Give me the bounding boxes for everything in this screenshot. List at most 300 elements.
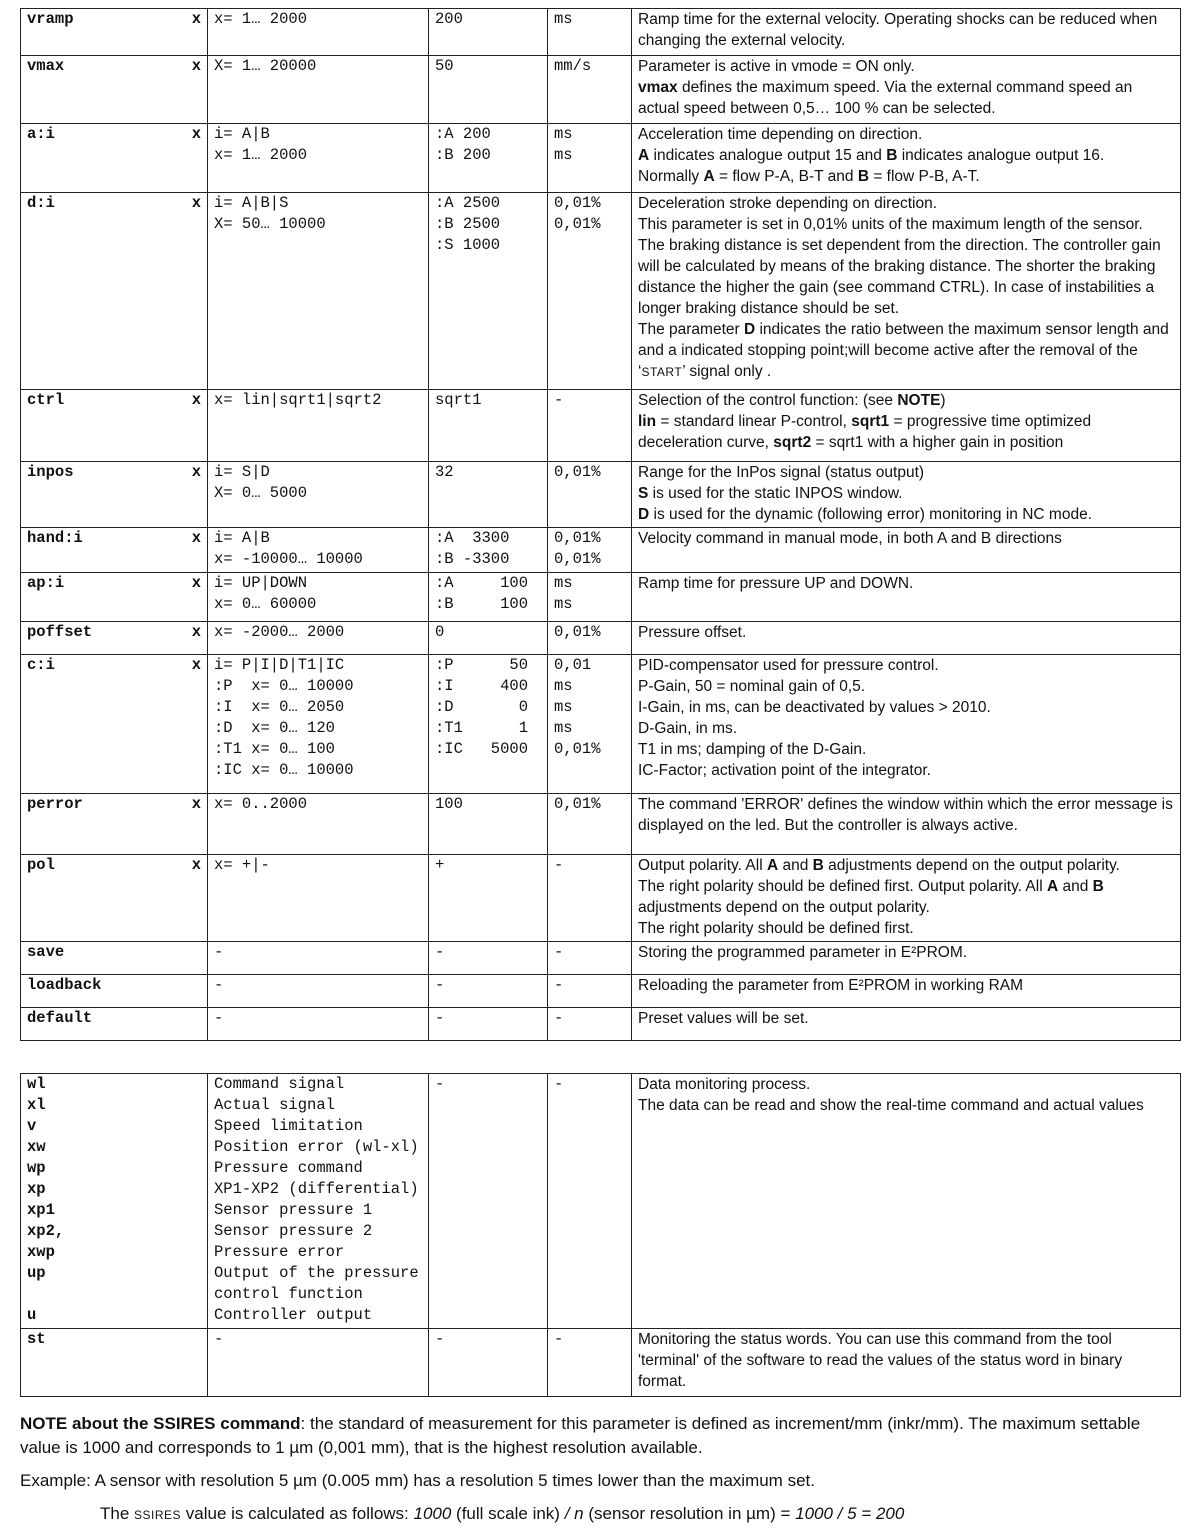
unit-line: 0,01 <box>554 656 592 674</box>
default-cell <box>429 1008 548 1041</box>
command-cell <box>21 573 208 622</box>
range-line: - <box>214 1330 224 1348</box>
text-run: adjustments depend on the output polarity. <box>823 857 1120 874</box>
description-line <box>638 975 1174 996</box>
text-run: D-Gain, in ms. <box>638 720 738 737</box>
text-run: indicates analogue output 16. <box>897 147 1105 164</box>
range-line: X= 50… 10000 <box>214 215 326 233</box>
default-line: 0 <box>435 623 445 641</box>
default-cell <box>429 1329 548 1397</box>
range-cell <box>208 655 429 794</box>
command-x-flag: x <box>191 574 201 592</box>
unit-line: - <box>554 391 564 409</box>
description-cell <box>632 855 1181 942</box>
monitoring-table <box>20 1073 1181 1397</box>
text-run: The parameter <box>638 321 744 338</box>
unit-cell <box>548 193 632 390</box>
description-line <box>638 235 1174 319</box>
command-name: inpos <box>27 463 74 481</box>
command-x-flag: x <box>191 463 201 481</box>
command-row <box>27 855 201 876</box>
description-line <box>638 1329 1174 1392</box>
unit-line: - <box>554 1075 564 1093</box>
command-name: vmax <box>27 57 65 75</box>
description-cell <box>632 56 1181 124</box>
command-row <box>27 390 201 411</box>
unit-line: - <box>554 856 564 874</box>
range-cell <box>208 794 429 855</box>
command-name: up <box>27 1264 46 1282</box>
text-run: is used for the static INPOS window. <box>648 485 903 502</box>
range-line: Sensor pressure 1 <box>214 1201 373 1219</box>
range-line: :T1 x= 0… 100 <box>214 740 335 758</box>
text-run: NOTE <box>897 392 941 409</box>
description-line <box>638 1008 1174 1029</box>
description-cell <box>632 942 1181 975</box>
text-run: = flow P-A, B-T and <box>714 168 858 185</box>
range-cell <box>208 56 429 124</box>
description-cell <box>632 975 1181 1008</box>
default-line: :B 2500 <box>435 215 501 233</box>
default-cell <box>429 124 548 193</box>
unit-line: 0,01% <box>554 550 601 568</box>
note-heading: NOTE about the SSIRES command <box>20 1414 301 1433</box>
default-line: 200 <box>435 10 463 28</box>
default-line: + <box>435 856 445 874</box>
text-run: indicates the ratio between the maximum sensor length and and a indicated stopping point;will become active after the removal of the ‘ <box>638 321 1169 380</box>
text-run: and <box>1058 878 1093 895</box>
description-cell <box>632 462 1181 528</box>
command-x-flag: x <box>191 125 201 143</box>
command-x-flag: x <box>191 194 201 212</box>
unit-line: 0,01% <box>554 795 601 813</box>
command-cell <box>21 855 208 942</box>
range-line: - <box>214 976 224 994</box>
description-line <box>638 504 1174 525</box>
text-run: indicates analogue output 15 and <box>649 147 887 164</box>
description-line <box>638 760 1174 781</box>
description-cell <box>632 9 1181 56</box>
unit-line: - <box>554 976 564 994</box>
description-line <box>638 1095 1174 1116</box>
table-row <box>21 655 1181 794</box>
description-line <box>638 166 1174 187</box>
range-cell <box>208 1329 429 1397</box>
unit-cell <box>548 622 632 655</box>
unit-line: ms <box>554 719 573 737</box>
default-line: :I 400 <box>435 677 529 695</box>
default-cell <box>429 622 548 655</box>
text-run: I-Gain, in ms, can be deactivated by values > 2010. <box>638 699 991 716</box>
default-line: 100 <box>435 795 463 813</box>
description-cell <box>632 655 1181 794</box>
table-row <box>21 1329 1181 1397</box>
text-run: Acceleration time depending on direction. <box>638 126 923 143</box>
unit-line: - <box>554 1009 564 1027</box>
table-row <box>21 622 1181 655</box>
range-line: i= UP|DOWN <box>214 574 308 592</box>
text-run: / n <box>564 1504 584 1523</box>
command-row <box>27 9 201 30</box>
description-line <box>638 697 1174 718</box>
unit-cell <box>548 794 632 855</box>
range-line: i= S|D <box>214 463 270 481</box>
default-cell <box>429 390 548 462</box>
default-line: :A 3300 <box>435 529 510 547</box>
command-name: loadback <box>27 976 102 994</box>
unit-line: - <box>554 943 564 961</box>
description-line <box>638 855 1174 876</box>
unit-line: 0,01% <box>554 740 601 758</box>
text-run: The braking distance is set dependent from the direction. The controller gain will be calculated by means of the braking distance. The shorter the braking distance the higher the gain (see command CTRL). In case of instabilities a longer braking distance should be set. <box>638 237 1161 317</box>
default-line: sqrt1 <box>435 391 482 409</box>
unit-line: 0,01% <box>554 463 601 481</box>
command-cell <box>21 9 208 56</box>
description-cell <box>632 573 1181 622</box>
range-cell <box>208 1008 429 1041</box>
text-run: Data monitoring process. <box>638 1076 811 1093</box>
description-cell <box>632 1008 1181 1041</box>
command-name: c:i <box>27 656 55 674</box>
description-line <box>638 1074 1174 1095</box>
command-cell <box>21 528 208 573</box>
default-line: :S 1000 <box>435 236 501 254</box>
unit-line: ms <box>554 574 573 592</box>
command-x-flag: x <box>191 856 201 874</box>
description-line <box>638 462 1174 483</box>
unit-cell <box>548 942 632 975</box>
description-cell <box>632 390 1181 462</box>
range-line: Position error (wl-xl) <box>214 1138 419 1156</box>
range-line: :P x= 0… 10000 <box>214 677 354 695</box>
description-line <box>638 214 1174 235</box>
range-line: control function <box>214 1285 363 1303</box>
unit-cell <box>548 975 632 1008</box>
command-name: pol <box>27 856 55 874</box>
default-cell <box>429 855 548 942</box>
command-x-flag: x <box>191 10 201 28</box>
description-line <box>638 124 1174 145</box>
command-name: d:i <box>27 194 55 212</box>
range-cell <box>208 1074 429 1329</box>
description-cell <box>632 124 1181 193</box>
command-name: xw <box>27 1138 46 1156</box>
unit-cell <box>548 462 632 528</box>
text-run: Selection of the control function: (see <box>638 392 898 409</box>
command-row <box>27 794 201 815</box>
notes-section <box>20 1412 1170 1536</box>
command-cell <box>21 462 208 528</box>
text-run: Ramp time for pressure UP and DOWN. <box>638 575 914 592</box>
text-run: sqrt2 <box>773 434 812 451</box>
command-cell <box>21 193 208 390</box>
command-name: xl <box>27 1096 46 1114</box>
text-run: SSIRES <box>134 1508 182 1522</box>
range-line: - <box>214 943 224 961</box>
note-body: : the standard of measurement for this parameter is defined as increment/mm (inkr/mm). The maximum settable value is 1000 and corresponds to 1 µm (0,001 mm), that is the highest resolution available. <box>20 1414 1141 1457</box>
command-name: poffset <box>27 623 93 641</box>
text-run: A <box>766 857 779 874</box>
table-row <box>21 573 1181 622</box>
command-name: default <box>27 1009 93 1027</box>
range-line: - <box>214 1009 224 1027</box>
unit-cell <box>548 56 632 124</box>
description-line <box>638 794 1174 836</box>
default-line: 50 <box>435 57 454 75</box>
text-run: A <box>1046 878 1059 895</box>
command-name <box>27 1284 201 1305</box>
table-row <box>21 56 1181 124</box>
text-run: = standard linear P-control, <box>656 413 852 430</box>
description-line <box>638 655 1174 676</box>
range-cell <box>208 390 429 462</box>
command-cell <box>21 56 208 124</box>
text-run: B <box>886 147 898 164</box>
range-cell <box>208 573 429 622</box>
text-run: A <box>638 147 650 164</box>
command-row <box>27 622 201 643</box>
text-run: Output polarity. All <box>638 857 767 874</box>
unit-line: - <box>554 1330 564 1348</box>
command-cell <box>21 124 208 193</box>
description-line <box>638 676 1174 697</box>
ssires-note <box>20 1412 1170 1460</box>
table-row <box>21 9 1181 56</box>
unit-cell <box>548 528 632 573</box>
default-cell <box>429 942 548 975</box>
command-cell <box>21 794 208 855</box>
default-line: - <box>435 943 445 961</box>
range-cell <box>208 855 429 942</box>
unit-line: ms <box>554 677 573 695</box>
table-row <box>21 193 1181 390</box>
description-line <box>638 483 1174 504</box>
text-run: B <box>857 168 870 185</box>
command-name: v <box>27 1117 37 1135</box>
text-run: (full scale ink) <box>451 1504 565 1523</box>
text-run: Deceleration stroke depending on direction. <box>638 195 937 212</box>
table-row <box>21 855 1181 942</box>
unit-cell <box>548 855 632 942</box>
command-x-flag: x <box>191 391 201 409</box>
range-line: Actual signal <box>214 1096 335 1114</box>
text-run: Velocity command in manual mode, in both A and B directions <box>638 530 1062 547</box>
range-line: x= 0… 60000 <box>214 595 317 613</box>
command-name: ctrl <box>27 391 65 409</box>
unit-cell <box>548 1329 632 1397</box>
unit-cell <box>548 390 632 462</box>
command-cell <box>21 942 208 975</box>
command-x-flag: x <box>191 623 201 641</box>
command-name: st <box>27 1330 46 1348</box>
command-row <box>27 942 201 963</box>
text-run: START <box>641 365 683 379</box>
description-line <box>638 942 1174 963</box>
description-line <box>638 918 1174 939</box>
range-line: Output of the pressure <box>214 1264 419 1282</box>
table-row <box>21 124 1181 193</box>
command-name: save <box>27 943 65 961</box>
default-cell <box>429 193 548 390</box>
range-line: i= A|B|S <box>214 194 289 212</box>
text-run: Parameter is active in vmode = ON only. <box>638 58 915 75</box>
text-run: value is calculated as follows: <box>181 1504 414 1523</box>
command-x-flag: x <box>191 57 201 75</box>
text-run: adjustments depend on the output polarity. <box>638 899 930 916</box>
unit-line: ms <box>554 125 573 143</box>
range-cell <box>208 975 429 1008</box>
default-line: - <box>435 976 445 994</box>
description-line <box>638 411 1174 453</box>
default-cell <box>429 794 548 855</box>
text-run: B <box>1092 878 1104 895</box>
command-name: xwp <box>27 1243 55 1261</box>
text-run: vmax <box>638 79 678 96</box>
unit-cell <box>548 655 632 794</box>
unit-line: ms <box>554 146 573 164</box>
description-cell <box>632 193 1181 390</box>
unit-line: ms <box>554 698 573 716</box>
text-run: (sensor resolution in µm) = <box>583 1504 796 1523</box>
description-line <box>638 876 1174 918</box>
description-line <box>638 390 1174 411</box>
text-run: B <box>812 857 824 874</box>
range-line: x= 0..2000 <box>214 795 308 813</box>
description-line <box>638 9 1174 51</box>
default-line: - <box>435 1075 445 1093</box>
unit-line: 0,01% <box>554 623 601 641</box>
command-row <box>27 975 201 996</box>
unit-line: 0,01% <box>554 215 601 233</box>
command-row <box>27 124 201 145</box>
unit-cell <box>548 124 632 193</box>
description-line <box>638 319 1174 383</box>
text-run: PID-compensator used for pressure control. <box>638 657 939 674</box>
default-line: - <box>435 1009 445 1027</box>
text-run: = flow P-B, A-T. <box>869 168 980 185</box>
table-row <box>21 1008 1181 1041</box>
text-run: The data can be read and show the real-time command and actual values <box>638 1097 1144 1114</box>
command-cell <box>21 975 208 1008</box>
text-run: Range for the InPos signal (status output) <box>638 464 925 481</box>
command-row <box>27 573 201 594</box>
text-run: A <box>703 168 715 185</box>
range-cell <box>208 942 429 975</box>
text-run: Reloading the parameter from E²PROM in working RAM <box>638 977 1024 994</box>
default-cell <box>429 1074 548 1329</box>
range-line: x= +|- <box>214 856 270 874</box>
range-line: x= -10000… 10000 <box>214 550 363 568</box>
range-line: x= 1… 2000 <box>214 146 308 164</box>
text-run: Preset values will be set. <box>638 1010 809 1027</box>
range-cell <box>208 462 429 528</box>
description-cell <box>632 528 1181 573</box>
unit-line: 0,01% <box>554 529 601 547</box>
command-name: vramp <box>27 10 74 28</box>
command-name: xp <box>27 1180 46 1198</box>
command-row <box>27 528 201 549</box>
command-x-flag: x <box>191 656 201 674</box>
description-cell <box>632 794 1181 855</box>
parameter-table <box>20 8 1181 1041</box>
default-cell <box>429 528 548 573</box>
command-cell <box>21 1329 208 1397</box>
text-run: 1000 <box>413 1504 452 1523</box>
range-line: X= 0… 5000 <box>214 484 308 502</box>
table-row <box>21 462 1181 528</box>
range-cell <box>208 193 429 390</box>
text-run: S <box>638 485 649 502</box>
text-run: The right polarity should be defined first. <box>638 920 914 937</box>
default-line: :B 100 <box>435 595 529 613</box>
default-line: :P 50 <box>435 656 529 674</box>
unit-line: ms <box>554 595 573 613</box>
text-run: IC-Factor; activation point of the integrator. <box>638 762 931 779</box>
command-name: u <box>27 1306 37 1324</box>
range-line: X= 1… 20000 <box>214 57 317 75</box>
description-line <box>638 718 1174 739</box>
text-run: 1000 / 5 = 200 <box>795 1504 905 1523</box>
unit-line: mm/s <box>554 57 592 75</box>
unit-line: 0,01% <box>554 194 601 212</box>
command-x-flag: x <box>191 529 201 547</box>
range-line: i= A|B <box>214 529 270 547</box>
text-run: P-Gain, 50 = nominal gain of 0,5. <box>638 678 866 695</box>
text-run: and <box>778 857 813 874</box>
range-line: XP1-XP2 (differential) <box>214 1180 419 1198</box>
command-row <box>27 655 201 676</box>
description-line <box>638 528 1174 549</box>
range-cell <box>208 9 429 56</box>
description-cell <box>632 1329 1181 1397</box>
text-run: D <box>743 321 756 338</box>
range-cell <box>208 622 429 655</box>
example-line-1: Example: A sensor with resolution 5 µm (0.005 mm) has a resolution 5 times lower than the maximum set. <box>20 1471 815 1490</box>
default-line: 32 <box>435 463 454 481</box>
range-line: Sensor pressure 2 <box>214 1222 373 1240</box>
text-run: T1 in ms; damping of the D-Gain. <box>638 741 867 758</box>
command-name: hand:i <box>27 529 83 547</box>
range-line: :IC x= 0… 10000 <box>214 761 354 779</box>
description-line <box>638 193 1174 214</box>
table-row <box>21 975 1181 1008</box>
unit-line: ms <box>554 10 573 28</box>
table-row <box>21 1074 1181 1329</box>
range-cell <box>208 124 429 193</box>
command-name: a:i <box>27 125 55 143</box>
range-line: x= -2000… 2000 <box>214 623 345 641</box>
default-cell <box>429 462 548 528</box>
default-line: :B -3300 <box>435 550 510 568</box>
command-cell <box>21 1008 208 1041</box>
text-run: defines the maximum speed. Via the external command speed an actual speed between 0,5… 100 % can be selected. <box>638 79 1133 117</box>
text-run: Pressure offset. <box>638 624 747 641</box>
command-row <box>27 462 201 483</box>
range-line: :I x= 0… 2050 <box>214 698 345 716</box>
unit-cell <box>548 9 632 56</box>
text-run: The right polarity should be defined first. Output polarity. All <box>638 878 1047 895</box>
table-row <box>21 528 1181 573</box>
range-cell <box>208 528 429 573</box>
command-name: wl <box>27 1075 46 1093</box>
description-cell <box>632 622 1181 655</box>
text-run: ’ signal only . <box>682 363 772 380</box>
text-run: The <box>100 1504 135 1523</box>
command-name: ap:i <box>27 574 65 592</box>
command-row <box>27 1008 201 1029</box>
unit-cell <box>548 573 632 622</box>
table-row <box>21 942 1181 975</box>
